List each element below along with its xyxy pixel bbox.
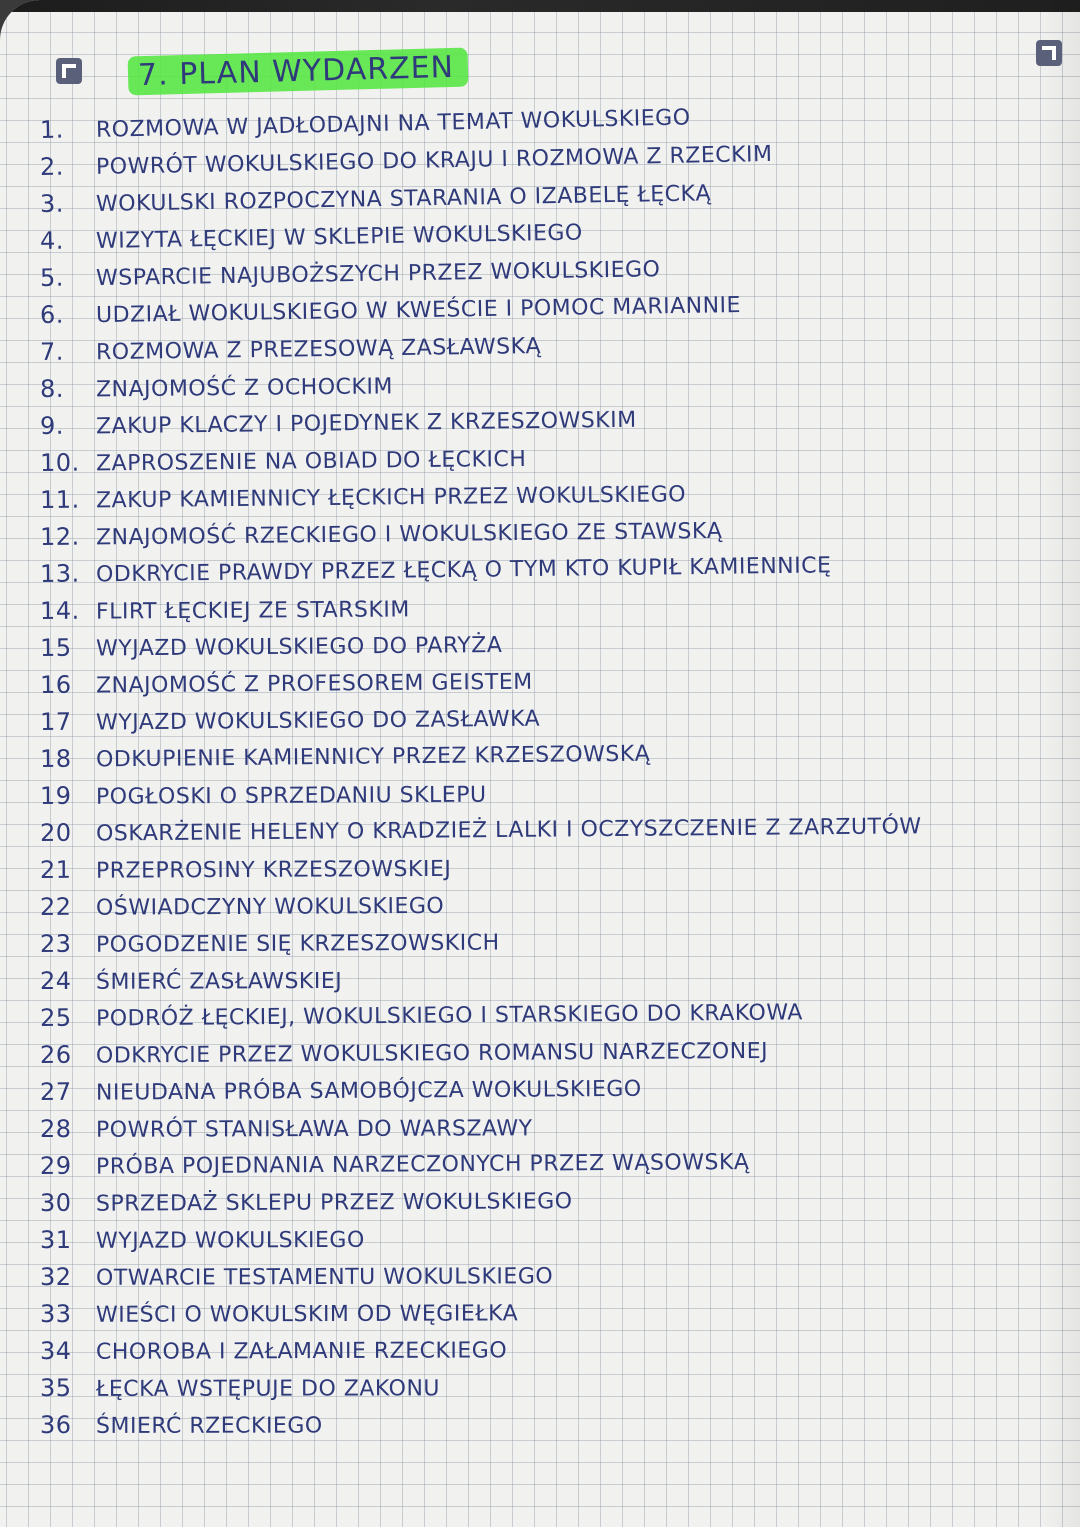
event-item — [40, 1293, 1040, 1333]
event-number: 16 — [39, 670, 72, 699]
event-text: ROZMOWA Z PREZESOWĄ ZASŁAWSKĄ — [95, 334, 542, 366]
event-number: 21 — [39, 855, 72, 884]
event-item — [40, 1180, 1040, 1222]
event-text: ZAPROSZENIE NA OBIAD DO ŁĘCKICH — [95, 446, 527, 477]
event-number: 19 — [39, 781, 72, 810]
event-text: SPRZEDAŻ SKLEPU PRZEZ WOKULSKIEGO — [95, 1189, 573, 1217]
event-text: FLIRT ŁĘCKIEJ ZE STARSKIM — [95, 597, 410, 625]
event-text: ZNAJOMOŚĆ Z PROFESOREM GEISTEM — [95, 669, 533, 699]
event-number: 28 — [39, 1114, 72, 1143]
event-number: 31 — [39, 1225, 72, 1254]
event-number: 4. — [39, 226, 65, 255]
event-item — [40, 921, 1040, 963]
event-number: 13. — [39, 559, 80, 588]
event-number: 7. — [39, 337, 65, 366]
event-number: 3. — [39, 189, 65, 218]
event-text: WIEŚCI O WOKULSKIM OD WĘGIEŁKA — [95, 1301, 519, 1328]
event-text: POGODZENIE SIĘ KRZESZOWSKICH — [95, 930, 500, 958]
event-number: 32 — [39, 1262, 72, 1291]
event-text: POWRÓT STANISŁAWA DO WARSZAWY — [95, 1116, 533, 1143]
event-item — [40, 1368, 1040, 1407]
event-text: POGŁOSKI O SPRZEDANIU SKLEPU — [95, 782, 487, 810]
event-number: 18 — [39, 744, 72, 773]
event-item — [40, 1141, 1040, 1185]
event-number: 36 — [39, 1410, 72, 1439]
event-text: ŚMIERĆ RZECKIEGO — [95, 1413, 323, 1439]
event-item — [40, 847, 1040, 889]
event-text: ŁĘCKA WSTĘPUJE DO ZAKONU — [95, 1376, 441, 1402]
event-number: 30 — [39, 1188, 72, 1217]
page-title: 7. PLAN WYDARZEN — [128, 48, 469, 96]
event-item — [40, 806, 1040, 852]
page-top-edge — [0, 0, 1080, 12]
event-text: CHOROBA I ZAŁAMANIE RZECKIEGO — [95, 1338, 508, 1365]
event-number: 10. — [39, 448, 80, 477]
event-text: WYJAZD WOKULSKIEGO DO ZASŁAWKA — [95, 706, 541, 736]
event-text: WYJAZD WOKULSKIEGO — [95, 1227, 365, 1254]
event-text: PRZEPROSINY KRZESZOWSKIEJ — [95, 856, 452, 884]
event-item — [40, 884, 1040, 926]
event-text: PODRÓŻ ŁĘCKIEJ, WOKULSKIEGO I STARSKIEGO DO KRAKOWA — [95, 1000, 804, 1032]
event-text: ŚMIERĆ ZASŁAWSKIEJ — [95, 968, 343, 995]
event-number: 22 — [39, 892, 72, 921]
event-number: 24 — [39, 966, 72, 995]
event-number: 6. — [39, 300, 65, 329]
event-text: ODKRYCIE PRZEZ WOKULSKIEGO ROMANSU NARZECZONEJ — [95, 1038, 769, 1069]
event-text: OŚWIADCZYNY WOKULSKIEGO — [95, 893, 445, 921]
event-number: 5. — [39, 263, 65, 292]
event-text: ODKUPIENIE KAMIENNICY PRZEZ KRZESZOWSKĄ — [95, 741, 651, 773]
event-text: WSPARCIE NAJUBOŻSZYCH PRZEZ WOKULSKIEGO — [95, 257, 661, 292]
event-text: POWRÓT WOKULSKIEGO DO KRAJU I ROZMOWA Z RZECKIM — [95, 141, 773, 180]
event-text: ZAKUP KAMIENNICY ŁĘCKICH PRZEZ WOKULSKIEGO — [95, 482, 687, 514]
event-number: 26 — [39, 1040, 72, 1069]
event-text: PRÓBA POJEDNANIA NARZECZONYCH PRZEZ WĄSOWSKĄ — [95, 1150, 750, 1180]
event-text: OSKARŻENIE HELENY O KRADZIEŻ LALKI I OCZYSZCZENIE Z ZARZUTÓW — [95, 814, 922, 847]
event-text: ROZMOWA W JADŁODAJNI NA TEMAT WOKULSKIEGO — [95, 105, 691, 143]
event-text: OTWARCIE TESTAMENTU WOKULSKIEGO — [95, 1264, 554, 1291]
event-number: 20 — [39, 818, 72, 847]
event-number: 11. — [39, 485, 80, 514]
event-text: ZNAJOMOŚĆ RZECKIEGO I WOKULSKIEGO ZE STAWSKĄ — [95, 518, 723, 551]
event-number: 34 — [39, 1336, 72, 1365]
event-number: 35 — [39, 1373, 72, 1402]
event-number: 8. — [39, 374, 65, 403]
event-text: ZAKUP KLACZY I POJEDYNEK Z KRZESZOWSKIM — [95, 407, 637, 440]
event-item — [40, 1405, 1040, 1444]
event-number: 27 — [39, 1077, 72, 1106]
event-number: 25 — [39, 1003, 72, 1032]
event-number: 23 — [39, 929, 72, 958]
event-text: ZNAJOMOŚĆ Z OCHOCKIM — [95, 374, 393, 403]
event-number: 12. — [39, 522, 80, 551]
event-item — [40, 1256, 1040, 1296]
event-number: 15 — [39, 633, 72, 662]
event-number: 17 — [39, 707, 72, 736]
event-number: 29 — [39, 1151, 72, 1180]
event-number: 1. — [39, 115, 65, 144]
event-text: WOKULSKI ROZPOCZYNA STARANIA O IZABELĘ ŁĘCKĄ — [95, 181, 712, 218]
event-item — [40, 1067, 1040, 1111]
notebook-corner-icon — [56, 58, 82, 84]
event-item — [40, 1330, 1040, 1370]
page-shadow — [1040, 0, 1080, 1527]
event-text: ODKRYCIE PRAWDY PRZEZ ŁĘCKĄ O TYM KTO KUPIŁ KAMIENNICĘ — [95, 553, 832, 588]
event-text: UDZIAŁ WOKULSKIEGO W KWEŚCIE I POMOC MARIANNIE — [95, 292, 742, 329]
notebook-corner-icon-right — [1036, 40, 1062, 66]
event-item — [40, 1219, 1040, 1259]
event-number: 14. — [39, 596, 80, 625]
event-number: 33 — [39, 1299, 72, 1328]
events-list — [39, 105, 1040, 1444]
event-number: 9. — [39, 411, 65, 440]
event-text: WIZYTA ŁĘCKIEJ W SKLEPIE WOKULSKIEGO — [95, 220, 583, 255]
event-text: WYJAZD WOKULSKIEGO DO PARYŻA — [95, 632, 503, 662]
event-number: 2. — [39, 152, 65, 181]
event-text: NIEUDANA PRÓBA SAMOBÓJCZA WOKULSKIEGO — [95, 1076, 642, 1106]
